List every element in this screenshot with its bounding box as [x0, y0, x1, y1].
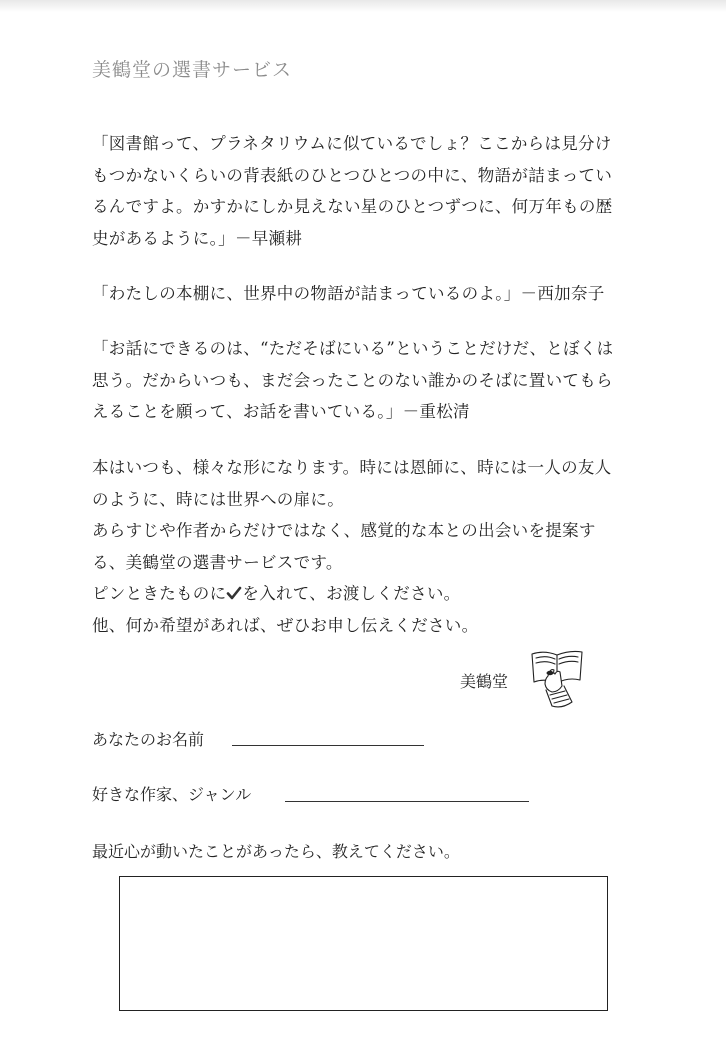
- quote-line: 史があるように。」－早瀬耕: [92, 228, 303, 248]
- intro-line: 他、何か希望があれば、ぜひお申し伝えください。: [92, 615, 479, 635]
- author-genre-input-line[interactable]: [285, 801, 529, 802]
- name-label: あなたのお名前: [92, 730, 205, 749]
- check-instruction: [92, 578, 637, 610]
- check-instruction-before: ピンときたものに: [92, 584, 227, 603]
- quote-hayase: [92, 128, 637, 254]
- check-instruction-after: を入れて、お渡しください。: [242, 584, 461, 603]
- quote-line: 「わたしの本棚に、世界中の物語が詰まっているのよ。」－西加奈子: [92, 284, 605, 303]
- quote-line: もつかないくらいの背表紙のひとつひとつの中に、物語が詰まってい: [92, 165, 613, 185]
- quote-line: 思う。だからいつも、まだ会ったことのない誰かのそばに置いてもら: [92, 370, 613, 390]
- page-title: 美鶴堂の選書サービス: [92, 59, 293, 81]
- quote-line: 「図書館って、プラネタリウムに似ているでしょ？ここからは見分け: [92, 134, 612, 153]
- quote-line: 「お話にできるのは、“ただそばにいる”ということだけだ、とぼくは: [92, 339, 614, 358]
- intro-line: 本はいつも、様々な形になります。時には恩師に、時には一人の友人: [92, 458, 612, 477]
- quote-line: るんですよ。かすかにしか見えない星のひとつずつに、何万年もの歴: [92, 197, 613, 216]
- quote-nishi: [92, 278, 637, 310]
- author-genre-label: 好きな作家、ジャンル: [92, 785, 252, 804]
- checkmark-icon: [226, 585, 242, 601]
- intro-line: あらすじや作者からだけではなく、感覚的な本との出会いを提案す: [92, 521, 596, 540]
- top-shadow: [0, 0, 726, 12]
- moved-label: 最近心が動いたことがあったら、教えてください。: [92, 842, 460, 861]
- hand-holding-book-icon: [528, 646, 586, 710]
- quote-line: えることを願って、お話を書いている。」－重松清: [92, 402, 470, 421]
- intro-line: る、美鶴堂の選書サービスです。: [92, 552, 343, 572]
- signature-name: 美鶴堂: [460, 672, 509, 691]
- intro-text: [92, 452, 637, 641]
- quote-shigematsu: [92, 333, 637, 428]
- name-input-line[interactable]: [232, 745, 424, 746]
- intro-line: のように、時には世界への扉に。: [92, 489, 344, 509]
- moved-answer-box[interactable]: [119, 876, 608, 1011]
